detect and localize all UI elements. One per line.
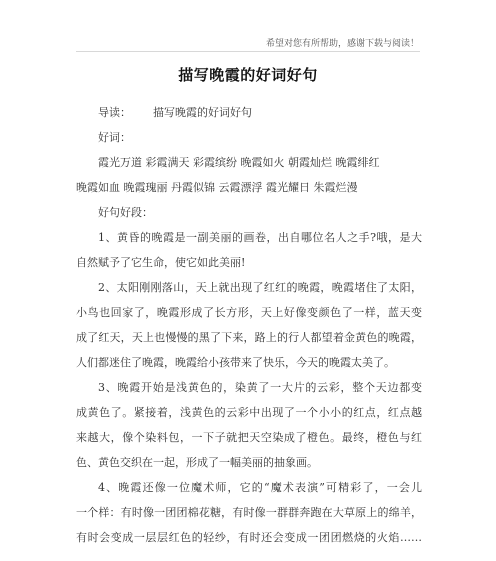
paragraph-2-line: 2、太阳刚刚落山，天上就出现了红红的晚霞，晚霞堵住了太阳，: [98, 281, 422, 294]
header-note: 希望对您有所帮助，感谢下载与阅读！: [265, 39, 419, 49]
intro-line: [76, 100, 422, 125]
paragraph-4-line: 一个样：有时像一团团棉花糖，有时像一群群奔跑在大草原上的绵羊，: [76, 506, 422, 519]
words-line: 霞光万道 彩霞满天 彩霞缤纷 晚霞如火 朝霞灿烂 晚霞绯红: [98, 156, 380, 169]
paragraph-4-line: 4、晚霞还像一位魔术师，它的“魔术表演”可精彩了，一会儿: [98, 481, 422, 494]
document-title: 描写晚霞的好词好句: [178, 66, 318, 84]
paragraph-3-line: 色、黄色交织在一起，形成了一幅美丽的抽象画。: [76, 456, 318, 469]
sentences-heading: 好句好段：: [98, 206, 153, 219]
paragraph-2-line: 小鸟也回家了，晚霞形成了长方形，天上好像变颜色了一样，蓝天变: [76, 306, 422, 319]
words-heading: 好词：: [98, 131, 131, 144]
paragraph-3-line: 3、晚霞开始是浅黄色的，染黄了一大片的云彩，整个天边都变: [98, 381, 422, 394]
paragraph-4-line: 有时会变成一层层红色的轻纱，有时还会变成一团团燃烧的火焰……: [76, 531, 422, 544]
intro-label: 导读：: [98, 106, 131, 119]
document-body: [76, 100, 422, 550]
intro-text: 描写晚霞的好词好句: [153, 106, 252, 119]
paragraph-3-line: 来越大，像个染料包，一下子就把天空染成了橙色。最终，橙色与红: [76, 431, 422, 444]
paragraph-2-line: 成了红天，天上也慢慢的黑了下来，路上的行人都望着金黄色的晚霞，: [76, 331, 422, 344]
header-divider: [76, 51, 420, 52]
paragraph-1-line: 1、黄昏的晚霞是一副美丽的画卷，出自哪位名人之手?哦，是大: [98, 231, 422, 244]
paragraph-1-line: 自然赋予了它生命，使它如此美丽!: [76, 256, 246, 269]
paragraph-2-line: 人们都迷住了晚霞，晚霞给小孩带来了快乐，今天的晚霞太美了。: [76, 356, 395, 369]
paragraph-3-line: 成黄色了。紧接着，浅黄色的云彩中出现了一个小小的红点，红点越: [76, 406, 422, 419]
words-line: 晚霞如血 晚霞瑰丽 丹霞似锦 云霞漂浮 霞光耀日 朱霞烂漫: [76, 181, 358, 194]
